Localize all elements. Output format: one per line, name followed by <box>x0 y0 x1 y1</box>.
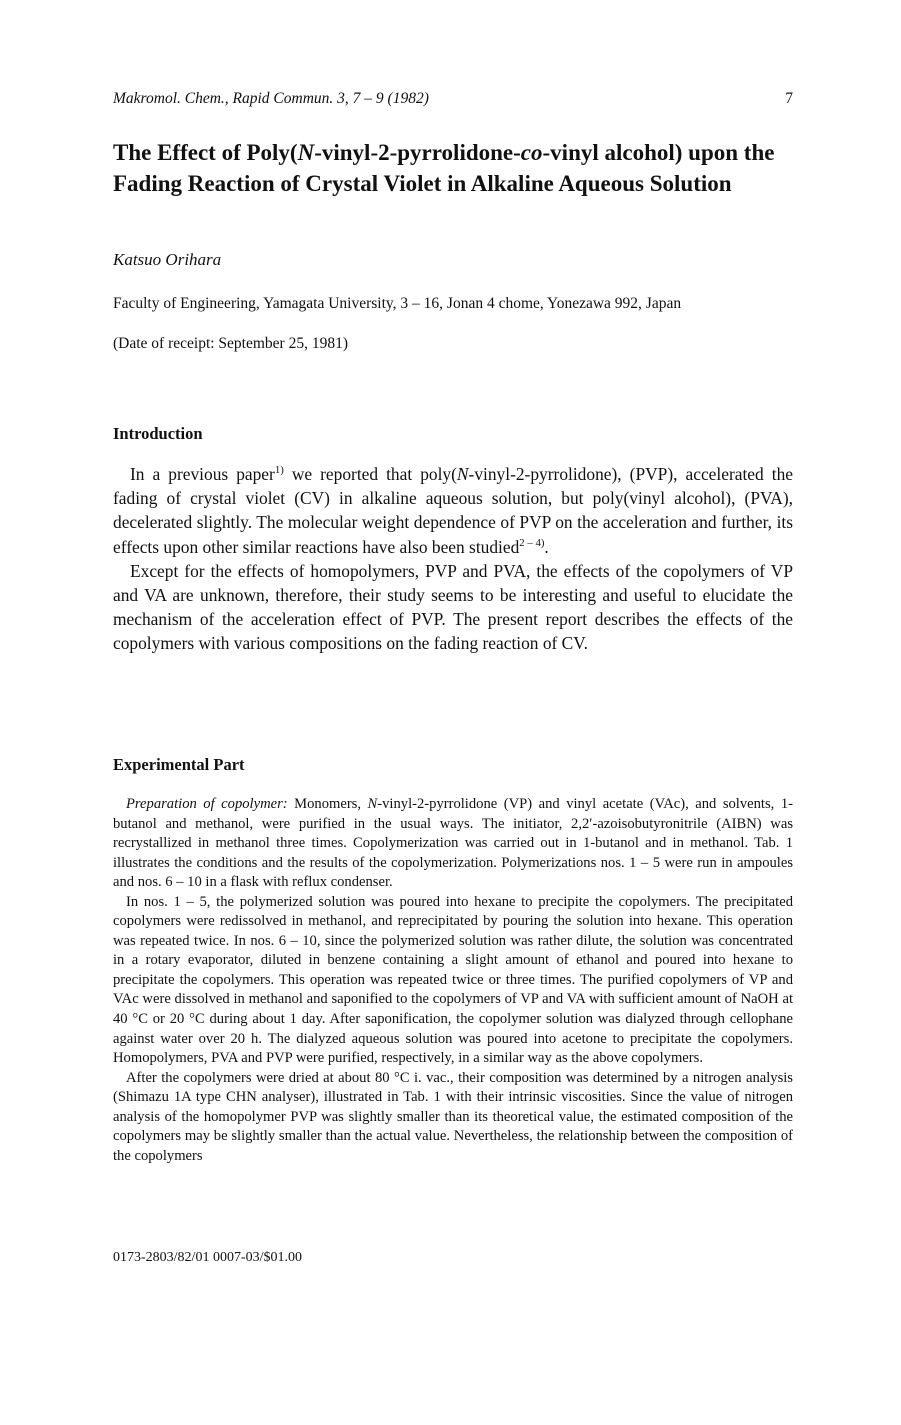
introduction-heading: Introduction <box>113 424 203 443</box>
experimental-heading: Experimental Part <box>113 755 245 774</box>
introduction-body <box>113 462 793 656</box>
introduction-paragraph: In a previous paper$^{1)}$ we reported that poly(N-vinyl-2-pyrrolidone), (PVP), accelerated the fading of crystal violet (CV) in alkaline aqueous solution, but poly(vinyl alcohol), (PVA), decelerated slightly. The molecular weight dependence of PVP on the acceleration and further, its effects upon other similar reactions have also been studied$^{2 - 4)}$. <box>113 464 793 557</box>
author-name: Katsuo Orihara <box>113 250 222 269</box>
footer-code: 0173-2803/82/01 0007-03/$01.00 <box>113 1250 302 1265</box>
introduction-paragraph: Except for the effects of homopolymers, PVP and PVA, the effects of the copolymers of VP and VA are unknown, therefore, their study seems to be interesting and useful to elucidate the mechanism of the acceleration effect of PVP. The present report describes the effects of the copolymers with various compositions on the fading reaction of CV. <box>113 560 793 654</box>
journal-citation: Makromol. Chem., Rapid Commun. 3, 7 – 9 (1982) <box>113 90 429 107</box>
experimental-paragraph: In nos. 1 – 5, the polymerized solution was poured into hexane to precipite the copolymers. The precipitated copolymers were redissolved in methanol, and reprecipitated by pouring the solution into hexane. This operation was repeated twice. In nos. 6 – 10, since the polymerized solution was rather dilute, the solution was concentrated in a rotary evaporator, diluted in benzene containing a slight amount of ethanol and poured into hexane to precipitate the copolymers. This operation was repeated twice or three times. The purified copolymers of VP and VAc were dissolved in methanol and saponified to the copolymers of VP and VA with sufficient amount of NaOH at 40 °C or 20 °C during about 1 day. After saponification, the copolymer solution was dialyzed through cellophane against water over 20 h. The dialyzed aqueous solution was poured into acetone to precipitate the copolymers. Homopolymers, PVA and PVP were purified, respectively, in a similar way as the above copolymers. <box>113 893 793 1067</box>
running-header <box>113 90 793 108</box>
paper-title: The Effect of Poly(N-vinyl-2-pyrrolidone-co-vinyl alcohol) upon the Fading Reaction of Crystal Violet in Alkaline Aqueous Solution <box>113 140 775 196</box>
affiliation: Faculty of Engineering, Yamagata University, 3 – 16, Jonan 4 chome, Yonezawa 992, Japan <box>113 295 682 312</box>
experimental-paragraph: Preparation of copolymer: Monomers, N-vinyl-2-pyrrolidone (VP) and vinyl acetate (VAc), and solvents, 1-butanol and methanol, were purified in the usual ways. The initiator, 2,2′-azoisobutyronitrile (AIBN) was recrystallized in methanol three times. Copolymerization was carried out in 1-butanol and in methanol. Tab. 1 illustrates the conditions and the results of the copolymerization. Polymerizations nos. 1 – 5 were run in ampoules and nos. 6 – 10 in a flask with reflux condenser. <box>113 796 793 891</box>
page-number: 7 <box>785 90 793 107</box>
experimental-paragraph: After the copolymers were dried at about 80 °C i. vac., their composition was determined by a nitrogen analysis (Shimazu 1A type CHN analyser), illustrated in Tab. 1 with their intrinsic viscosities. Since the value of nitrogen analysis of the homopolymer PVP was slightly smaller than its theoretical value, the estimated composition of the copolymers may be slightly smaller than the actual value. Nevertheless, the relationship between the composition of the copolymers <box>113 1069 793 1164</box>
date-of-receipt: (Date of receipt: September 25, 1981) <box>113 335 348 352</box>
experimental-body <box>113 795 793 1166</box>
